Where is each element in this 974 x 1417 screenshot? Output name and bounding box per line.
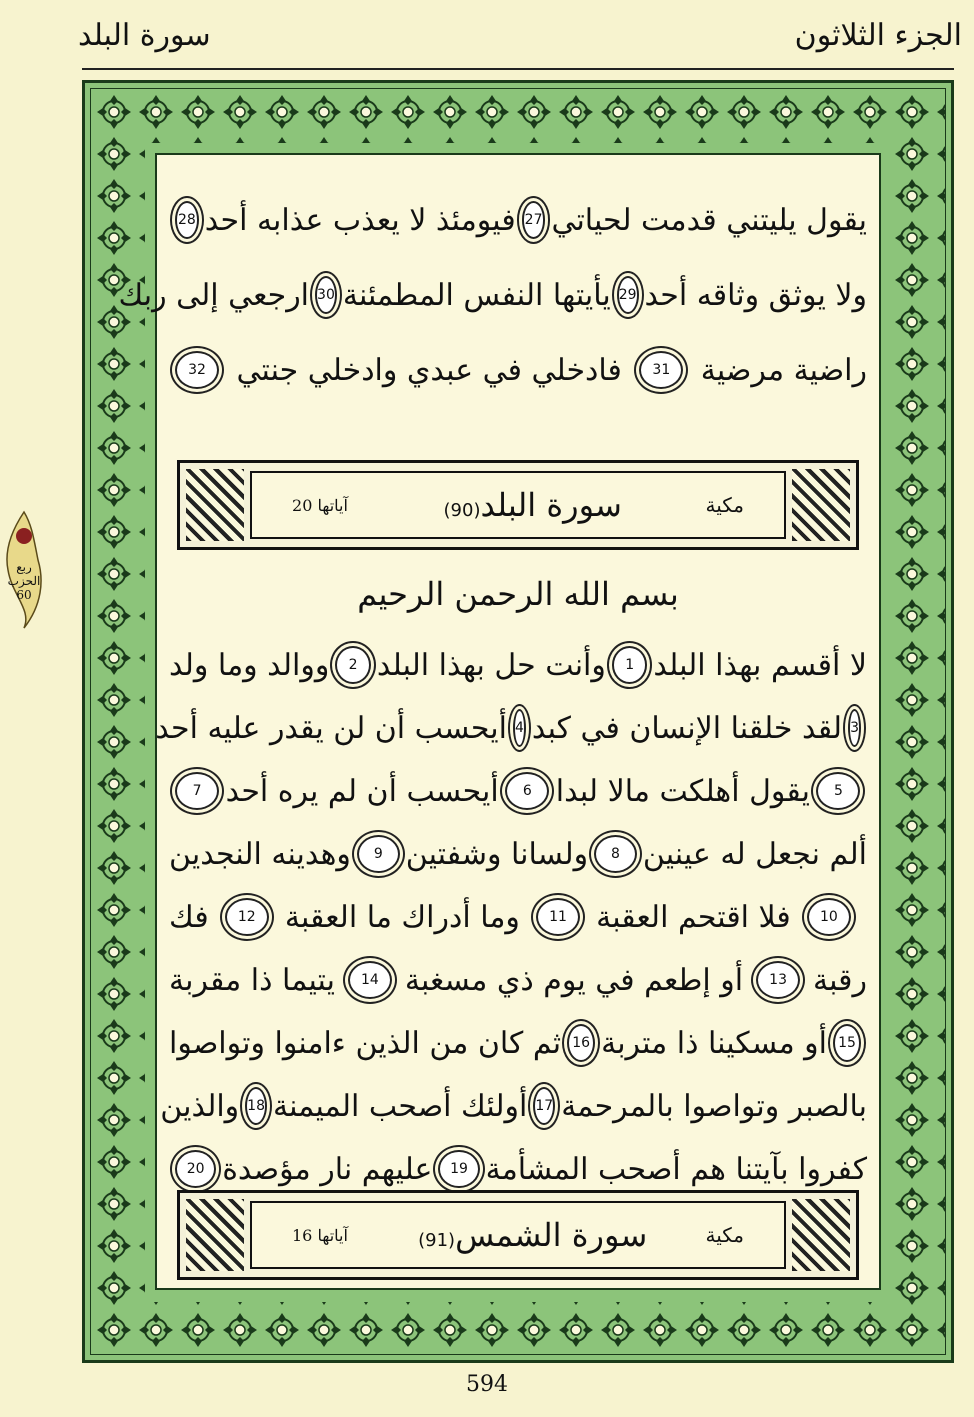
verse-text: فادخلي في عبدي وادخلي جنتي <box>236 352 622 388</box>
ayah-number-marker: 28 <box>175 201 199 239</box>
verse-text: والذين <box>160 1088 240 1124</box>
ayah-number-marker: 31 <box>639 351 683 389</box>
verse-text: وهدينه النجدين <box>169 836 351 872</box>
verse-text: ولسانا وشفتين <box>405 836 589 872</box>
verse-text: أولئك أصحب الميمنة <box>273 1088 528 1124</box>
verse-text: وما أدراك ما العقبة <box>284 899 520 935</box>
banner-verse-count: آياتها 20 <box>292 495 348 515</box>
verse-text: فيومئذ لا يعذب عذابه أحد <box>204 202 516 238</box>
verse-line <box>169 756 867 826</box>
verse-line <box>169 1008 867 1078</box>
ayah-number-marker: 15 <box>833 1024 861 1062</box>
verse-text: فلا اقتحم العقبة <box>596 899 791 935</box>
ayah-number-marker: 9 <box>357 835 400 873</box>
verse-text: عليهم نار مؤصدة <box>222 1151 433 1187</box>
ayah-number-marker: 8 <box>594 835 637 873</box>
verse-line <box>169 819 867 889</box>
verse-text: لقد خلقنا الإنسان في كبد <box>531 710 843 746</box>
verse-line <box>169 335 867 405</box>
verse-line <box>155 693 867 763</box>
page-frame <box>82 80 954 1363</box>
verse-text: ارجعي إلى ربك <box>118 277 310 313</box>
ayah-number-marker: 5 <box>816 772 860 810</box>
header-rule <box>82 68 954 70</box>
verse-text: أيحسب أن لم يره أحد <box>225 773 499 809</box>
basmala: بسم الله الرحمن الرحيم <box>357 575 679 613</box>
verse-text: فك <box>169 899 209 935</box>
banner-number: (91) <box>418 1230 456 1251</box>
ayah-number-marker: 16 <box>567 1024 595 1062</box>
banner-type: مكية <box>705 1223 744 1247</box>
ayah-number-marker: 27 <box>522 201 546 239</box>
ayah-number-marker: 12 <box>225 898 269 936</box>
banner-verse-count: آياتها 16 <box>292 1225 348 1245</box>
surah-banner-shams <box>177 1190 859 1280</box>
banner-title: سورة البلد <box>480 486 622 524</box>
ayah-number-marker: 13 <box>756 961 800 999</box>
verse-line <box>169 630 867 700</box>
banner-type: مكية <box>705 493 744 517</box>
verse-text: يقول يليتني قدمت لحياتي <box>551 202 867 238</box>
ayah-number-marker: 18 <box>245 1087 267 1125</box>
verse-text: ولا يوثق وثاقه أحد <box>644 277 867 313</box>
verse-text: يتيما ذا مقربة <box>169 962 335 998</box>
ayah-number-marker: 14 <box>348 961 392 999</box>
verse-text: يأيتها النفس المطمئنة <box>342 277 611 313</box>
ayah-number-marker: 4 <box>513 709 526 747</box>
ayah-number-marker: 7 <box>175 772 219 810</box>
banner-number: (90) <box>443 500 481 521</box>
verse-text: وأنت حل بهذا البلد <box>376 647 606 683</box>
surah-header: سورة البلد <box>78 18 211 53</box>
ayah-number-marker: 29 <box>617 276 639 314</box>
verse-text: ألم نجعل له عينين <box>642 836 867 872</box>
verse-line <box>169 945 867 1015</box>
ayah-number-marker: 6 <box>505 772 549 810</box>
ayah-number-marker: 20 <box>175 1150 216 1188</box>
verse-text: أو مسكينا ذا متربة <box>601 1025 828 1061</box>
verse-line <box>169 882 867 952</box>
ayah-number-marker: 2 <box>335 646 371 684</box>
ayah-number-marker: 1 <box>612 646 648 684</box>
ayah-number-marker: 10 <box>807 898 851 936</box>
verse-text: رقبة <box>813 962 867 998</box>
verse-text: لا أقسم بهذا البلد <box>653 647 867 683</box>
ayah-number-marker: 32 <box>175 351 219 389</box>
verse-text: كفروا بآيتنا هم أصحب المشأمة <box>485 1151 867 1187</box>
verse-line <box>160 1071 867 1141</box>
ayah-number-marker: 11 <box>536 898 580 936</box>
ayah-number-marker: 3 <box>848 709 861 747</box>
verse-line <box>169 185 867 255</box>
verse-text: أيحسب أن لن يقدر عليه أحد <box>155 710 507 746</box>
ayah-number-marker: 30 <box>315 276 337 314</box>
verse-text: أو إطعم في يوم ذي مسغبة <box>404 962 744 998</box>
verse-text: ثم كان من الذين ءامنوا وتواصوا <box>169 1025 562 1061</box>
verse-text: راضية مرضية <box>700 352 867 388</box>
verse-text: ووالد وما ولد <box>169 647 330 683</box>
verse-line <box>118 260 867 330</box>
text-panel <box>118 153 881 1290</box>
verse-text: يقول أهلكت مالا لبدا <box>555 773 810 809</box>
ayah-number-marker: 19 <box>438 1150 479 1188</box>
juz-header: الجزء الثلاثون <box>794 18 962 53</box>
page-number: 594 <box>466 1372 508 1397</box>
ayah-number-marker: 17 <box>533 1087 555 1125</box>
verse-text: بالصبر وتواصوا بالمرحمة <box>561 1088 867 1124</box>
surah-banner-balad <box>177 460 859 550</box>
hizb-label: ربع الحزب 60 <box>7 560 41 602</box>
banner-title: سورة الشمس <box>455 1216 648 1254</box>
